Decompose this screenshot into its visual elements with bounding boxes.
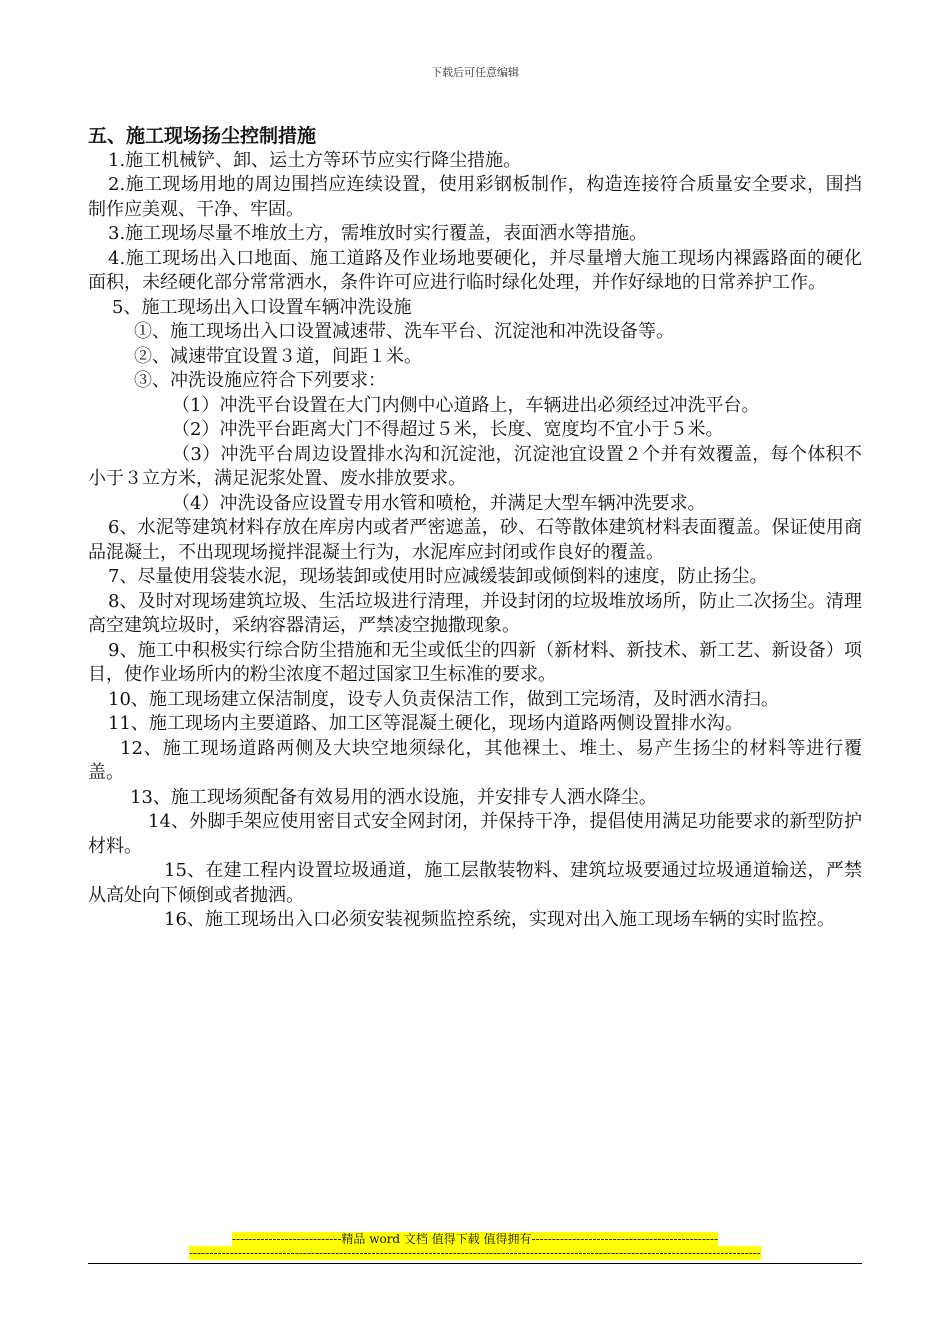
paragraph-10: 10、施工现场建立保洁制度，设专人负责保洁工作，做到工完场清，及时洒水清扫。 bbox=[108, 688, 779, 710]
paragraph-4: 4.施工现场出入口地面、施工道路及作业场地要硬化，并尽量增大施工现场内裸露路面的硬化面积，未经硬化部分常常洒水，条件许可应进行临时绿化处理，并作好绿地的日常养护工作。 bbox=[88, 247, 862, 293]
paragraph-9: 9、施工中积极实行综合防尘措施和无尘或低尘的四新（新材料、新技术、新工艺、新设备）项目，使作业场所内的粉尘浓度不超过国家卫生标准的要求。 bbox=[88, 639, 862, 685]
sub-item-3: ③、冲洗设施应符合下列要求： bbox=[134, 370, 386, 391]
page-header: 下载后可任意编辑 bbox=[431, 66, 519, 79]
paragraph-11: 11、施工现场内主要道路、加工区等混凝土硬化，现场内道路两侧设置排水沟。 bbox=[108, 713, 743, 734]
paragraph-16: 16、施工现场出入口必须安装视频监控系统，实现对出入施工现场车辆的实时监控。 bbox=[164, 909, 835, 930]
paragraph-12: 12、施工现场道路两侧及大块空地须绿化，其他裸土、堆土、易产生扬尘的材料等进行覆盖。 bbox=[88, 737, 862, 783]
footer-banner bbox=[0, 1230, 950, 1247]
requirement-3: （3）冲洗平台周边设置排水沟和沉淀池，沉淀池宜设置２个并有效覆盖，每个体积不小于３立方米，满足泥浆处置、废水排放要求。 bbox=[88, 443, 862, 489]
requirement-2: （2）冲洗平台距离大门不得超过５米，长度、宽度均不宜小于５米。 bbox=[172, 419, 724, 440]
section-title: 五、施工现场扬尘控制措施 bbox=[88, 125, 317, 147]
requirement-4: （4）冲洗设备应设置专用水管和喷枪，并满足大型车辆冲洗要求。 bbox=[172, 492, 706, 514]
footer-dashes-text: --------------------------------------------------------------------------------------------------------------------------------------------- bbox=[189, 1246, 761, 1260]
paragraph-6: 6、水泥等建筑材料存放在库房内或者严密遮盖，砂、石等散体建筑材料表面覆盖。保证使用商品混凝土，不出现现场搅拌混凝土行为，水泥库应封闭或作良好的覆盖。 bbox=[88, 517, 862, 563]
paragraph-1: 1.施工机械铲、卸、运土方等环节应实行降尘措施。 bbox=[108, 149, 522, 171]
sub-item-1: ①、施工现场出入口设置减速带、洗车平台、沉淀池和冲洗设备等。 bbox=[134, 321, 674, 342]
paragraph-2: 2.施工现场用地的周边围挡应连续设置，使用彩钢板制作，构造连接符合质量安全要求，围挡制作应美观、干净、牢固。 bbox=[88, 174, 862, 220]
paragraph-14: 14、外脚手架应使用密目式安全网封闭，并保持干净，提倡使用满足功能要求的新型防护材料。 bbox=[88, 811, 862, 857]
document-body bbox=[88, 124, 862, 933]
paragraph-8: 8、及时对现场建筑垃圾、生活垃圾进行清理，并设封闭的垃圾堆放场所，防止二次扬尘。清理高空建筑垃圾时，采纳容器清运，严禁凌空抛撒现象。 bbox=[88, 590, 862, 636]
paragraph-5: 5、施工现场出入口设置车辆冲洗设施 bbox=[112, 296, 412, 318]
requirement-1: （1）冲洗平台设置在大门内侧中心道路上，车辆进出必须经过冲洗平台。 bbox=[172, 394, 760, 416]
paragraph-13: 13、施工现场须配备有效易用的洒水设施，并安排专人洒水降尘。 bbox=[130, 786, 657, 808]
paragraph-3: 3.施工现场尽量不堆放土方，需堆放时实行覆盖，表面洒水等措施。 bbox=[108, 223, 648, 244]
footer-dashes bbox=[0, 1246, 950, 1260]
footer-banner-text: ---------------------------精品 word 文档 值得下载 值得拥有---------------------------------------------- bbox=[231, 1232, 719, 1246]
sub-item-2: ②、减速带宜设置３道，间距１米。 bbox=[134, 345, 422, 367]
paragraph-15: 15、在建工程内设置垃圾通道，施工层散装物料、建筑垃圾要通过垃圾通道输送，严禁从高处向下倾倒或者抛洒。 bbox=[88, 860, 862, 906]
footer-rule bbox=[88, 1263, 862, 1264]
paragraph-7: 7、尽量使用袋装水泥，现场装卸或使用时应减缓装卸或倾倒料的速度，防止扬尘。 bbox=[108, 566, 768, 587]
